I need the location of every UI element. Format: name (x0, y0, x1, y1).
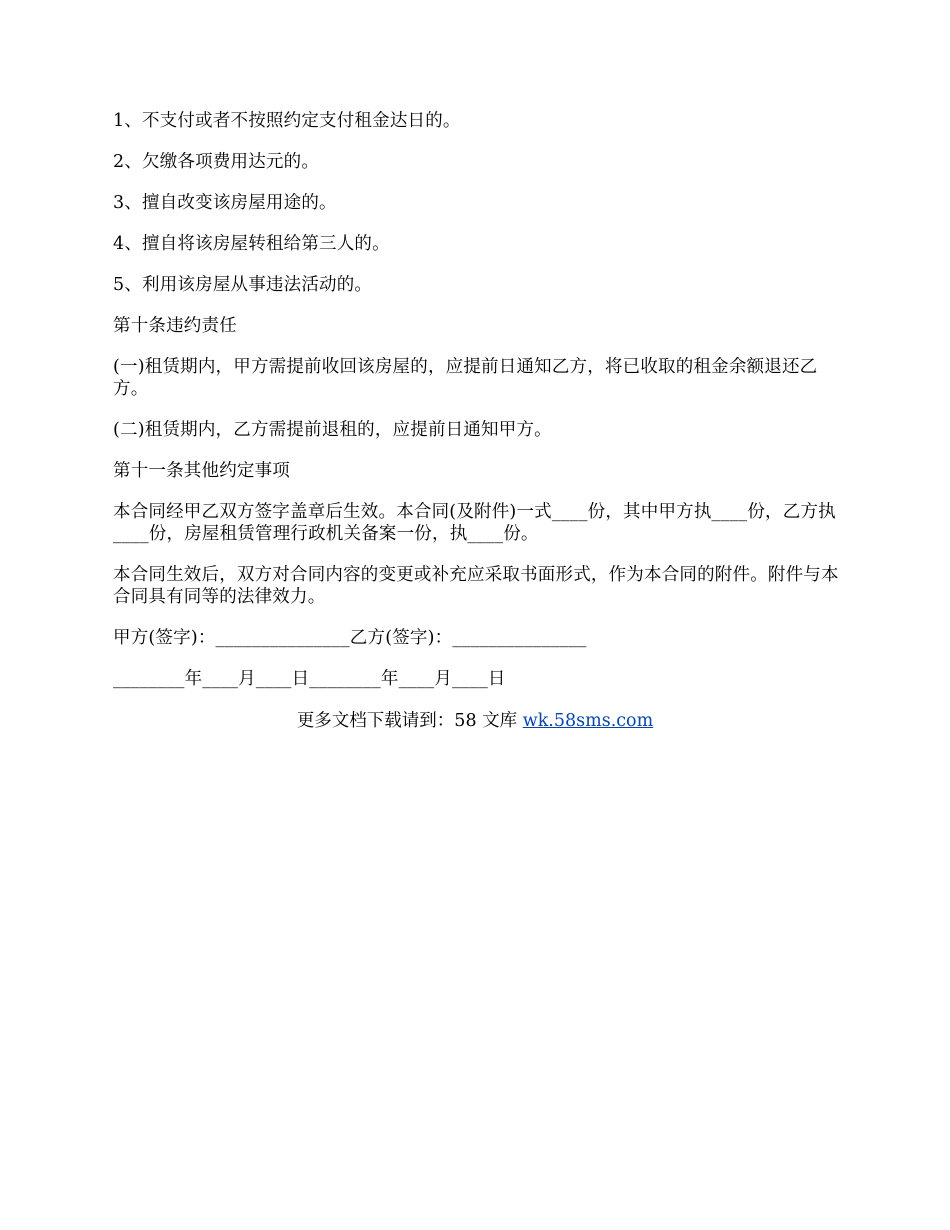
amendment-paragraph: 本合同生效后，双方对合同内容的变更或补充应采取书面形式，作为本合同的附件。附件与本合同具有同等的法律效力。 (113, 565, 839, 607)
clause-item-3: 3、擅自改变该房屋用途的。 (113, 193, 337, 213)
section-heading-10: 第十条违约责任 (113, 316, 237, 336)
signature-line: 甲方(签字)：_______________乙方(签字)：_______________ (113, 628, 587, 648)
liability-paragraph-1: (一)租赁期内，甲方需提前收回该房屋的，应提前日通知乙方，将已收取的租金余额退还乙方。 (113, 357, 818, 399)
liability-paragraph-2: (二)租赁期内，乙方需提前退租的，应提前日通知甲方。 (113, 420, 552, 440)
download-footer (0, 710, 950, 732)
clause-item-5: 5、利用该房屋从事违法活动的。 (113, 275, 373, 295)
footer-link[interactable]: wk.58sms.com (522, 711, 654, 731)
clause-item-4: 4、擅自将该房屋转租给第三人的。 (113, 234, 390, 254)
footer-text: 更多文档下载请到：58 文库 (296, 711, 523, 731)
document-body (113, 110, 843, 690)
effectiveness-paragraph: 本合同经甲乙双方签字盖章后生效。本合同(及附件)一式____份，其中甲方执____份，乙方执____份，房屋租赁管理行政机关备案一份，执____份。 (113, 502, 836, 544)
clause-item-2: 2、欠缴各项费用达元的。 (113, 152, 320, 172)
section-heading-11: 第十一条其他约定事项 (113, 461, 290, 481)
clause-item-1: 1、不支付或者不按照约定支付租金达日的。 (113, 111, 461, 131)
date-line: ________年____月____日________年____月____日 (113, 669, 506, 689)
